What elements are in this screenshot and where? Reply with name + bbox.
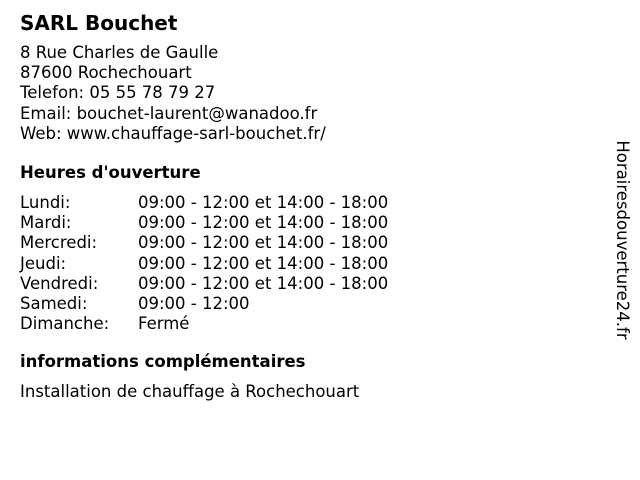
time-value: Fermé xyxy=(138,314,190,334)
business-name: SARL Bouchet xyxy=(20,11,178,35)
city-line: 87600 Rochechouart xyxy=(20,63,192,83)
day-label: Mercredi: xyxy=(20,233,98,253)
hours-row-mardi xyxy=(20,213,600,233)
day-label: Jeudi: xyxy=(20,253,67,273)
info-text: Installation de chauffage à Rochechouart xyxy=(20,382,360,402)
hours-row-samedi xyxy=(20,294,600,314)
day-label: Samedi: xyxy=(20,294,88,314)
hours-row-jeudi xyxy=(20,254,600,274)
time-value: 09:00 - 12:00 et 14:00 - 18:00 xyxy=(138,273,389,293)
street-line: 8 Rue Charles de Gaulle xyxy=(20,43,219,62)
time-value: 09:00 - 12:00 et 14:00 - 18:00 xyxy=(138,233,389,253)
hours-row-vendredi xyxy=(20,274,600,294)
hours-row-lundi xyxy=(20,193,600,213)
time-value: 09:00 - 12:00 et 14:00 - 18:00 xyxy=(138,213,389,233)
time-value: 09:00 - 12:00 et 14:00 - 18:00 xyxy=(138,253,389,273)
time-value: 09:00 - 12:00 et 14:00 - 18:00 xyxy=(138,193,389,213)
day-label: Dimanche: xyxy=(20,314,110,334)
day-label: Vendredi: xyxy=(20,273,99,293)
hours-heading: Heures d'ouverture xyxy=(20,163,201,183)
hours-row-mercredi xyxy=(20,233,600,253)
brand-watermark: Horairesdouverture24.fr xyxy=(613,140,632,340)
hours-table xyxy=(20,193,600,334)
business-card xyxy=(20,10,600,402)
web-line: Web: www.chauffage-sarl-bouchet.fr/ xyxy=(20,123,326,143)
email-line: Email: bouchet-laurent@wanadoo.fr xyxy=(20,103,318,123)
hours-row-dimanche xyxy=(20,314,600,334)
contact-block xyxy=(20,43,600,144)
time-value: 09:00 - 12:00 xyxy=(138,294,250,314)
day-label: Lundi: xyxy=(20,193,71,213)
phone-line: Telefon: 05 55 78 79 27 xyxy=(20,83,216,103)
day-label: Mardi: xyxy=(20,213,72,233)
info-heading: informations complémentaires xyxy=(20,352,306,372)
